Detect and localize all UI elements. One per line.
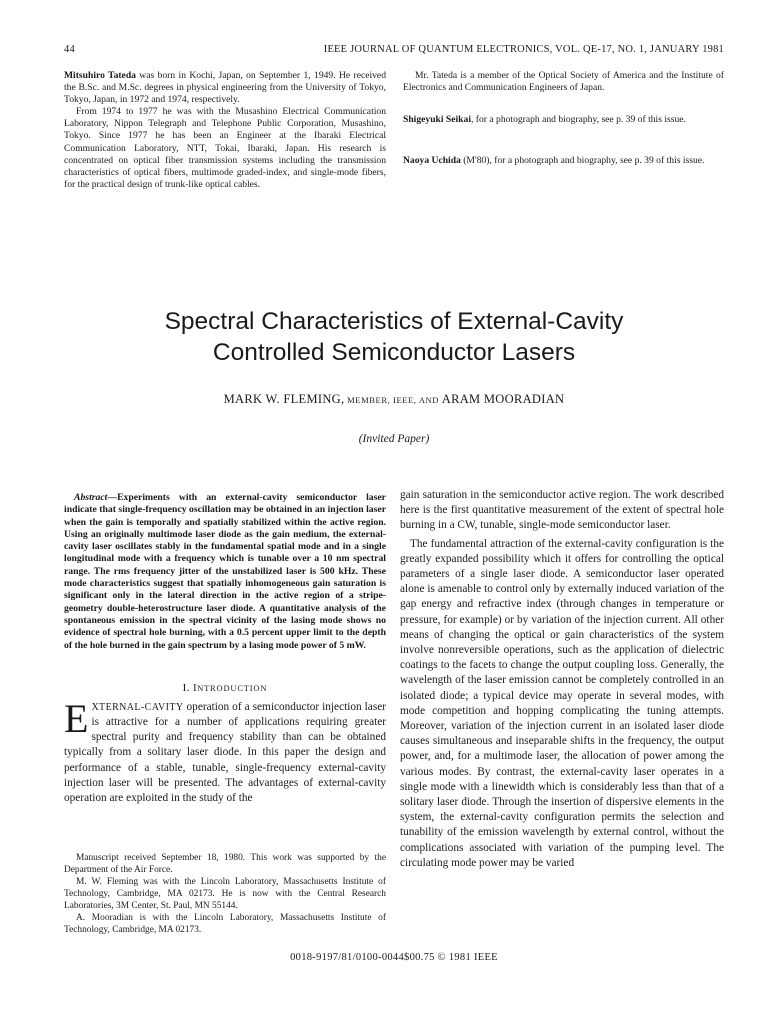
bio-column-right (403, 70, 724, 167)
abstract-label: Abstract (74, 492, 108, 503)
author-member-label: MEMBER, IEEE, AND (344, 395, 442, 405)
paper-title-line-2: Controlled Semiconductor Lasers (212, 339, 576, 366)
author-line (64, 392, 724, 407)
body-paragraph-1: gain saturation in the semiconductor active region. The work described here is the first quantitative measurement of the extent of spectral hole burning in a CW, tunable, single-mode semiconductor laser. (400, 489, 724, 532)
footnote-manuscript: Manuscript received September 18, 1980. This work was supported by the Department of the Air Force. (64, 853, 386, 875)
left-column (64, 492, 386, 806)
section-heading-introduction (64, 682, 386, 694)
page-number: 44 (64, 44, 75, 55)
section-heading-first: I (193, 681, 198, 694)
copyright-line: 0018-9197/81/0100-0044$00.75 © 1981 IEEE (290, 952, 498, 963)
bio-name-tateda: Mitsuhiro Tateda (64, 70, 136, 81)
paper-title-line-1: Spectral Characteristics of External-Cavity (164, 308, 624, 335)
abstract (64, 492, 386, 652)
footnote-mooradian: A. Mooradian is with the Lincoln Laboratory, Massachusetts Institute of Technology, Cambridge, MA 02173. (64, 913, 386, 935)
bio-name-uchida: Naoya Uchida (403, 155, 461, 167)
bio-tateda (64, 70, 386, 191)
bio-tateda-p2: From 1974 to 1977 he was with the Musashino Electrical Communication Laboratory, Nippon Telegraph and Telephone Public Corporation, Musashino, Tokyo. Since 1977 he has been an Engineer at the Ibaraki Electrical Communication Laboratory, NTT, Tokai, Ibaraki, Japan. His research is concentrated on optical fiber transmission systems including the transmission characteristics of optical fibers, multimode graded-index, and single-mode fibers, for the practical design of trunk-like optical cables. (64, 106, 386, 190)
bio-tateda-p1: was born in Kochi, Japan, on September 1, 1949. He received the B.Sc. and M.Sc. degrees in physical engineering from the University of Tokyo, Tokyo, Japan, in 1972 and 1974, respectively. (64, 70, 386, 106)
intro-paragraph (64, 695, 386, 806)
paper-title (64, 306, 724, 368)
body-paragraph-2: The fundamental attraction of the external-cavity configuration is the greatly expanded possibility which it offers for controlling the optical parameters of a single laser diode. A semiconductor laser operated alone is amenable to control only by externally induced variation of the gap energy and refractive index (through changes in temperature or pressure, for example) or by variation of the injection current. All other means of changing the optical or gain characteristics of the system involve nonreversible operations, such as the application of dielectric coatings to the facets to change the output coupling loss. Generally, the wavelength of the laser emission cannot be completely controlled in an isolated diode; a typical device may operate in several modes, with mode competition and hopping complicating the tuning attempts. Moreover, variation of the injection current in an isolated laser diode causes simultaneous and inseparable shifts in the frequency, the output power, and, for a multimode laser, the allocation of power among the various modes. By contrast, the external-cavity laser operates in a single mode with a linewidth which is considerably less than that of a solitary laser diode. Through the insertion of dispersive elements in the system, the external-cavity configuration permits the selection and tunability of the emission wavelength by external control, without the complications associated with variation of the pumping level. The circulating mode power may be varied (400, 537, 724, 869)
bio-name-seikai: Shigeyuki Seikai (403, 114, 471, 126)
author-fleming: MARK W. FLEMING, (223, 392, 345, 406)
bio-uchida-text: (M'80), for a photograph and biography, see p. 39 of this issue. (460, 155, 705, 167)
author-mooradian: ARAM MOORADIAN (441, 392, 565, 406)
running-header (64, 44, 724, 58)
abstract-text: —Experiments with an external-cavity semiconductor laser indicate that single-frequency oscillation may be obtained in an injection laser when the gain is temporally and spatially stabilized within the active region. Using an originally multimode laser diode as the gain medium, the external-cavity laser oscillates stably in the fundamental spatial mode and in a single longitudinal mode with a frequency which is tunable over a 10 nm spectral range. The rms frequency jitter of the unstabilized laser is 500 kHz. These mode characteristics suggest that spatially inhomogeneous gain saturation is significant only in the lateral direction in the active region of a stripe-geometry double-heterostructure laser diode. A quantitative analysis of the spontaneous emission in the spectral vicinity of the lasing mode shows no evidence of spectral hole burning, with a 0.5 percent upper limit to the depth of the hole burned in the gain spectrum by a lasing mode power of 5 mW. (64, 492, 386, 651)
footnotes (64, 852, 386, 936)
footnote-fleming: M. W. Fleming was with the Lincoln Laboratory, Massachusetts Institute of Technology, Cambridge, MA 02173. He is now with the Central Research Laboratories, 3M Center, St. Paul, MN 55144. (64, 877, 386, 911)
section-heading-rest: NTRODUCTION (197, 682, 268, 693)
journal-title: IEEE JOURNAL OF QUANTUM ELECTRONICS, VOL. QE-17, NO. 1, JANUARY 1981 (323, 44, 724, 55)
intro-text: operation of a semiconductor injection laser is attractive for a number of applications requiring greater spectral purity and frequency stability than can be obtained typically from a solitary laser diode. In this paper the design and performance of a stable, tunable, single-frequency external-cavity injection laser will be presented. The advantages of external-cavity operation are exploited in the study of the (64, 700, 386, 805)
drop-cap: E (64, 695, 89, 741)
bio-seikai-text: , for a photograph and biography, see p. 39 of this issue. (470, 114, 686, 126)
intro-capword: XTERNAL-CAVITY (91, 701, 184, 713)
invited-paper-label: (Invited Paper) (358, 433, 430, 445)
bio-tateda-p3: Mr. Tateda is a member of the Optical Society of America and the Institute of Electronics and Communication Engineers of Japan. (403, 70, 724, 94)
section-numeral: I. (182, 681, 194, 694)
right-column (400, 488, 724, 871)
